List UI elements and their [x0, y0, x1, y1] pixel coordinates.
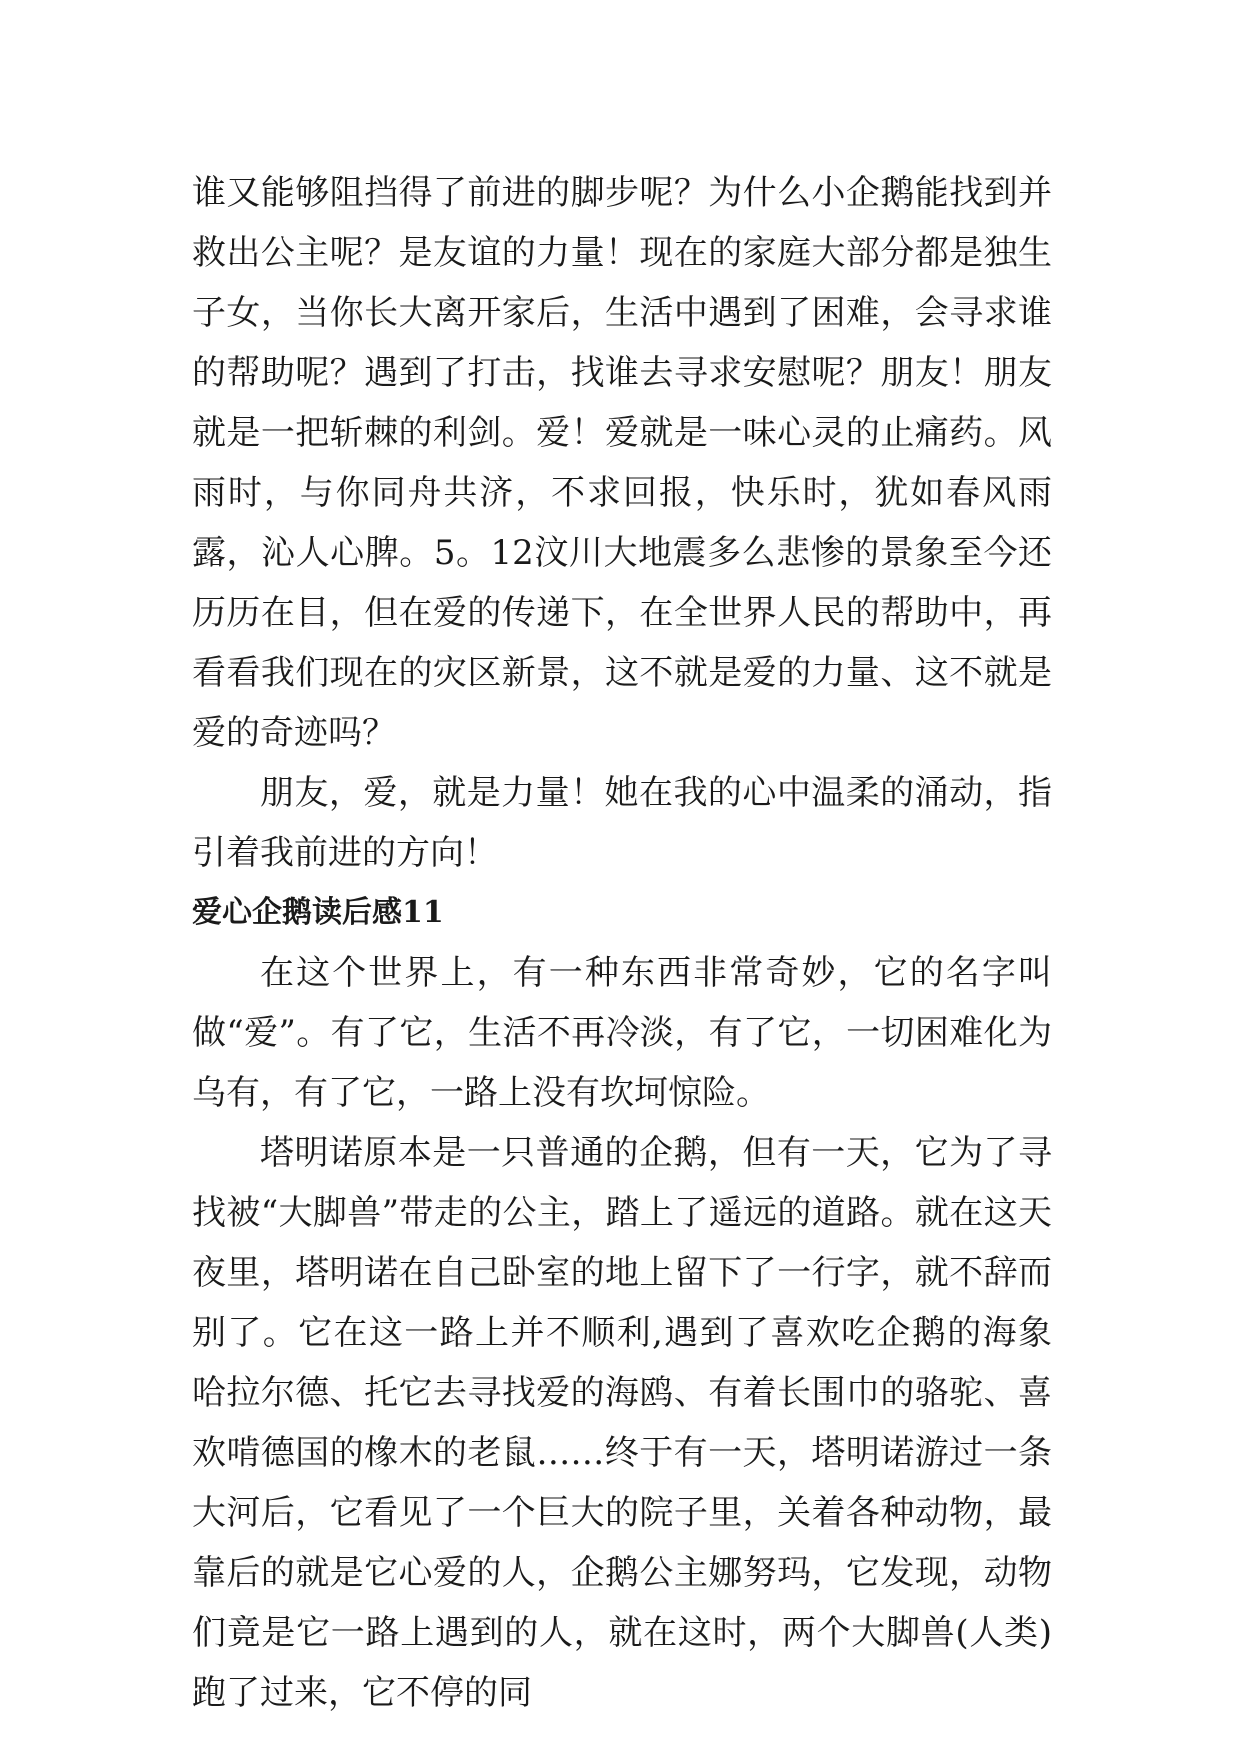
paragraph-4: 塔明诺原本是一只普通的企鹅，但有一天，它为了寻找被“大脚兽”带走的公主，踏上了遥远的道路。就在这天夜里，塔明诺在自己卧室的地上留下了一行字，就不辞而别了。它在这一路上并不顺利,遇到了喜欢吃企鹅的海象哈拉尔德、托它去寻找爱的海鸥、有着长围巾的骆驼、喜欢啃德国的橡木的老鼠……终于有一天，塔明诺游过一条大河后，它看见了一个巨大的院子里，关着各种动物，最靠后的就是它心爱的人，企鹅公主娜努玛，它发现，动物们竟是它一路上遇到的人，就在这时，两个大脚兽(人类)跑了过来，它不停的同	[192, 1133, 1052, 1713]
section-title: 爱心企鹅读后感11	[192, 895, 444, 930]
paragraph-1: 谁又能够阻挡得了前进的脚步呢？为什么小企鹅能找到并救出公主呢？是友谊的力量！现在的家庭大部分都是独生子女，当你长大离开家后，生活中遇到了困难，会寻求谁的帮助呢？遇到了打击，找谁去寻求安慰呢？朋友！朋友就是一把斩棘的利剑。爱！爱就是一味心灵的止痛药。风雨时，与你同舟共济，不求回报，快乐时，犹如春风雨露，沁人心脾。5。12汶川大地震多么悲惨的景象至今还历历在目，但在爱的传递下，在全世界人民的帮助中，再看看我们现在的灾区新景，这不就是爱的力量、这不就是爱的奇迹吗？	[192, 173, 1052, 753]
paragraph-2: 朋友，爱，就是力量！她在我的心中温柔的涌动，指引着我前进的方向！	[192, 773, 1052, 873]
paragraph-3: 在这个世界上，有一种东西非常奇妙，它的名字叫做“爱”。有了它，生活不再冷淡，有了它，一切困难化为乌有，有了它，一路上没有坎坷惊险。	[192, 953, 1052, 1113]
document-body	[192, 163, 1052, 1723]
